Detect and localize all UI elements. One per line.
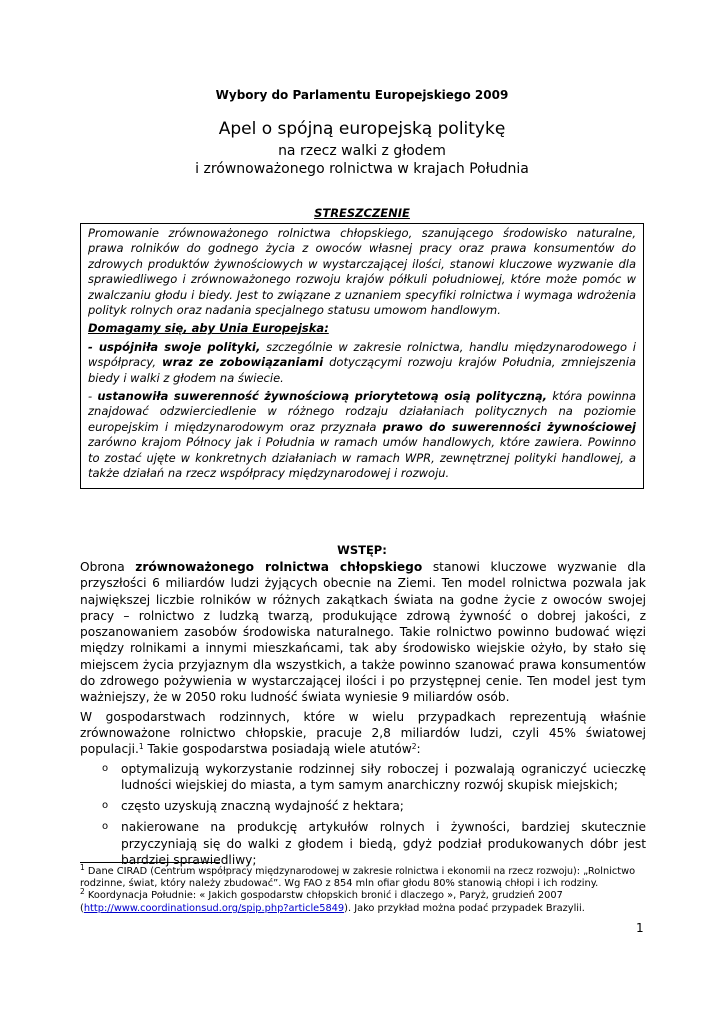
bullet-mark: o <box>102 821 109 833</box>
footnote-1-small: (Centrum współpracy międzynarodowej w zakresie rolnictwa i ekonomii na rzecz rozwoju) <box>150 866 577 877</box>
point2-dash: - <box>88 389 98 404</box>
document-title: Apel o spójną europejską politykę <box>218 119 506 139</box>
point1-bold-1: - uspójniła swoje polityki, <box>88 339 261 354</box>
summary-demand: Domagamy się, aby Unia Europejska: <box>88 321 329 336</box>
advantages-list <box>80 761 646 869</box>
footnote-2-link[interactable]: http://www.coordinationsud.org/spip.php?article5849 <box>83 902 345 914</box>
summary-point-1 <box>88 340 636 386</box>
point2-text-2: zarówno krajom Północy jak i Południa w ramach umów handlowych, które zawiera. Powinno to zostać ujęte w konkretnych działaniach w ramach WPR, zewnętrznej polityki handlowej, a także działań na rzecz współpracy międzynarodowej i rozwoju. <box>88 435 636 481</box>
footnotes <box>80 863 646 915</box>
list-item-text: często uzyskują znaczną wydajność z hektara; <box>121 799 404 814</box>
intro-body <box>80 559 646 873</box>
intro-paragraph-1 <box>80 559 646 706</box>
list-item <box>80 798 646 814</box>
summary-heading: STRESZCZENIE <box>314 206 410 220</box>
document-subtitle <box>80 142 644 178</box>
bullet-mark: o <box>102 762 109 774</box>
p2-text-3: : <box>416 742 421 757</box>
list-item-text: nakierowane na produkcję artykułów rolnych i żywności, bardziej skutecznie przyczyniają się do walki z głodem i biedą, gdyż podział produkowanych dóbr jest bardziej sprawiedliwy; <box>121 820 646 868</box>
subtitle-line-2: i zrównoważonego rolnictwa w krajach Południa <box>195 161 529 177</box>
footnote-1-text-2: : „Rolnictwo rodzinne, świat, który należy zbudować”. Wg FAO z 854 mln ofiar głodu 80% stanowią chłopi i ich rodziny. <box>80 866 636 890</box>
point1-bold-2: wraz ze zobowiązaniami <box>161 355 324 370</box>
point1-text-1: szczególnie w zakresie rolnictwa, handlu międzynarodowego i współpracy, <box>88 339 636 370</box>
point1-text-2: dotyczącymi rozwoju krajów Południa, zmniejszenia biedy i walki z głodem na świecie. <box>88 355 637 385</box>
p1-text-1: Obrona <box>80 560 136 574</box>
list-item-text: optymalizują wykorzystanie rodzinnej siły roboczej i pozwalają ograniczyć ucieczkę ludności wiejskiej do miasta, a tym samym anarchiczny rozwój skupisk miejskich; <box>121 761 646 792</box>
page-number: 1 <box>636 921 644 935</box>
p1-bold: zrównoważonego rolnictwa chłopskiego <box>135 560 423 574</box>
p2-text-2: Takie gospodarstwa posiadają wiele atutów <box>143 742 412 757</box>
list-item <box>80 819 646 868</box>
summary-intro: Promowanie zrównoważonego rolnictwa chłopskiego, szanującego środowisko naturalne, prawa rolników do godnego życia z owoców własnej pracy oraz prawa konsumentów do zdrowych produktów żywnościowych w wystarczającej ilości, stanowi kluczowe wyzwanie dla sprawiedliwego i zrównoważonego rozwoju krajów półkuli południowej, które może pomóc w zwalczaniu głodu i biedy. Jest to związane z uznaniem specyfiki rolnictwa i wymaga wdrożenia polityk rolnych oraz nadania specjalnego statusu umowom handlowym. <box>88 226 636 318</box>
election-header: Wybory do Parlamentu Europejskiego 2009 <box>215 88 509 102</box>
summary-point-2 <box>88 389 636 481</box>
intro-heading: WSTĘP: <box>337 543 387 557</box>
footnote-ref-2[interactable]: 2 <box>411 742 417 752</box>
footnote-2-text-1: Koordynacja Południe: « Jakich gospodarstw chłopskich bronić i dlaczego », Paryż, grudzień 2007 ( <box>80 890 563 914</box>
footnote-1 <box>80 863 646 890</box>
point2-bold-2: prawo do suwerenności żywnościowej <box>382 419 636 434</box>
p1-text-2: stanowi kluczowe wyzwanie dla przyszłości 6 miliardów ludzi żyjących obecnie na Ziemi. Ten model rolnictwa pozwala jak największej liczbie rolników w różnych zakątkach świata na godne życie z owoców swojej pracy – rolnictwo z ludzką twarzą, produkujące zdrową żywność o dobrej jakości, z poszanowaniem zasobów środowiska naturalnego. Takie rolnictwo powinno budować więzi między rolnikami a innymi mieszkańcami, tak aby środowisko wiejskie ożyło, by stało się miejscem życia przyjaznym dla wszystkich, a także powinno szanować prawa konsumentów do zdrowego pożywienia w wystarczającej ilości i po przystępnej cenie. Ten model jest tym ważniejszy, że w 2050 roku ludność świata wyniesie 9 miliardów osób. <box>80 560 646 705</box>
list-item <box>80 761 646 794</box>
footnote-2 <box>80 887 646 914</box>
p2-text-1: W gospodarstwach rodzinnych, które w wielu przypadkach reprezentują właśnie zrównoważone rolnictwo chłopskie, pracuje 2,8 miliardów ludzi, czyli 45% światowej populacji. <box>80 709 646 757</box>
footnote-ref-1[interactable]: 1 <box>138 742 144 752</box>
footnote-1-text-1: Dane CIRAD <box>84 866 151 877</box>
intro-paragraph-2 <box>80 709 646 758</box>
point2-bold-1: ustanowiła suwerenność żywnościową priorytetową osią polityczną, <box>97 389 548 404</box>
footnote-2-number: 2 <box>80 887 85 897</box>
subtitle-line-1: na rzecz walki z głodem <box>278 143 446 159</box>
footnote-separator <box>80 862 220 863</box>
point2-text-1: która powinna znajdować odzwierciedlenie w różnego rodzaju działaniach politycznych na poziomie europejskim i międzynarodowym oraz przyznała <box>88 389 637 434</box>
summary-box <box>80 223 644 489</box>
footnote-2-text-2: ). Jako przykład można podać przypadek Brazylii. <box>344 902 585 914</box>
footnote-1-number: 1 <box>80 863 85 872</box>
bullet-mark: o <box>102 800 109 812</box>
